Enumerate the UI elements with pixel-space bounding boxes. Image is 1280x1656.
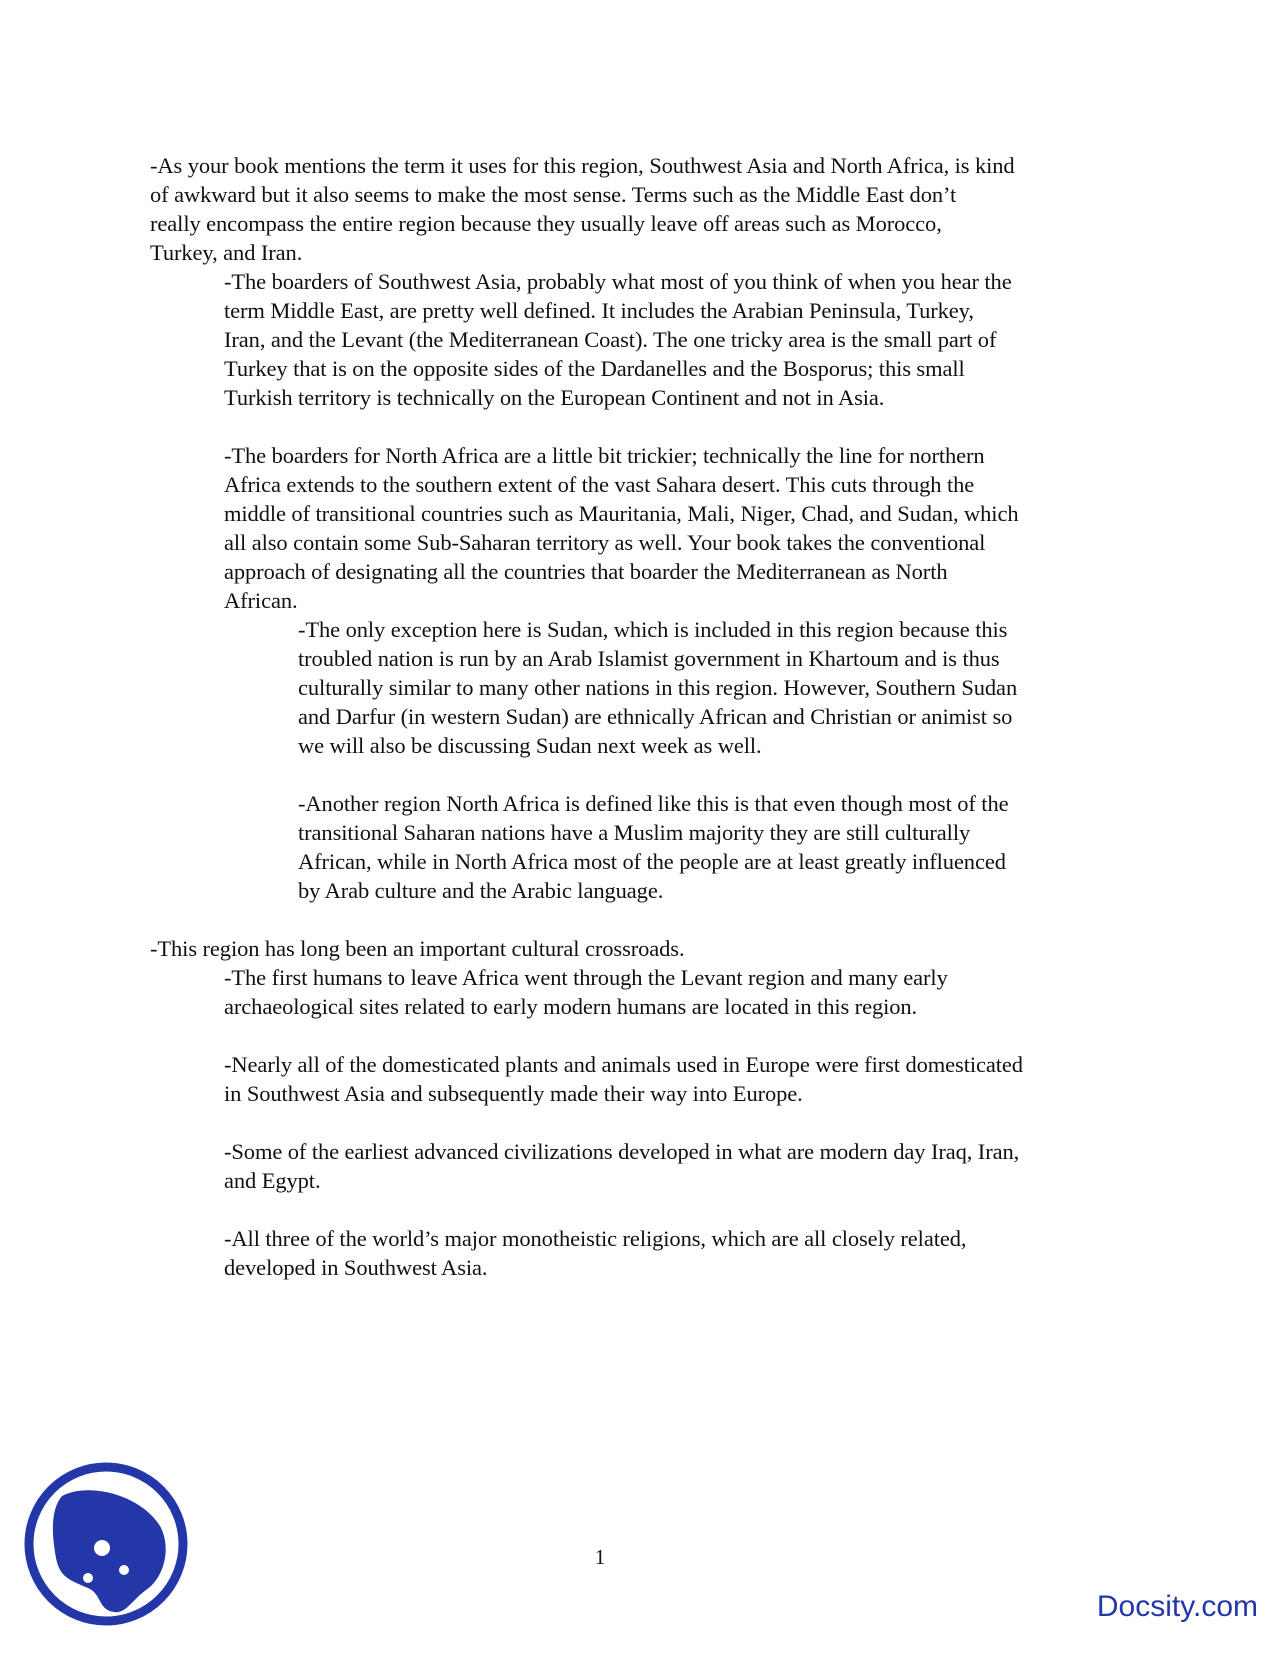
paragraph-spacer <box>150 760 1150 789</box>
paragraph-spacer <box>150 412 1150 441</box>
text-line: middle of transitional countries such as Mauritania, Mali, Niger, Chad, and Sudan, which <box>224 501 1019 526</box>
docsity-brand[interactable]: Docsity.com <box>1096 1590 1258 1623</box>
text-line: -The boarders of Southwest Asia, probably what most of you think of when you hear the <box>224 269 1012 294</box>
text-line: developed in Southwest Asia. <box>224 1255 488 1280</box>
paragraph-level-1 <box>150 963 1150 1021</box>
paragraph-spacer <box>150 1021 1150 1050</box>
text-line: Africa extends to the southern extent of the vast Sahara desert. This cuts through the <box>224 472 975 497</box>
text-line: all also contain some Sub-Saharan territory as well. Your book takes the conventional <box>224 530 986 555</box>
paragraph-level-2 <box>150 615 1150 760</box>
text-line: approach of designating all the countries that boarder the Mediterranean as North <box>224 559 948 584</box>
document-body <box>150 151 1150 1282</box>
paragraph-level-1 <box>150 441 1150 615</box>
text-line: we will also be discussing Sudan next week as well. <box>298 733 762 758</box>
docsity-logo-icon[interactable] <box>22 1460 190 1628</box>
text-line: -The boarders for North Africa are a little bit trickier; technically the line for northern <box>224 443 985 468</box>
page-number: 1 <box>594 1545 606 1569</box>
text-line: of awkward but it also seems to make the most sense. Terms such as the Middle East don’t <box>150 182 957 207</box>
text-line: really encompass the entire region because they usually leave off areas such as Morocco, <box>150 211 942 236</box>
paragraph-level-0 <box>150 934 1150 963</box>
paragraph-level-1 <box>150 1224 1150 1282</box>
text-line: -Nearly all of the domesticated plants and animals used in Europe were first domesticated <box>224 1052 1023 1077</box>
text-line: and Darfur (in western Sudan) are ethnically African and Christian or animist so <box>298 704 1013 729</box>
text-line: -Some of the earliest advanced civilizations developed in what are modern day Iraq, Iran, <box>224 1139 1020 1164</box>
paragraph-spacer <box>150 1108 1150 1137</box>
paragraph-spacer <box>150 905 1150 934</box>
text-line: -Another region North Africa is defined like this is that even though most of the <box>298 791 1009 816</box>
text-line: -The only exception here is Sudan, which is included in this region because this <box>298 617 1008 642</box>
text-line: Iran, and the Levant (the Mediterranean Coast). The one tricky area is the small part of <box>224 327 997 352</box>
text-line: in Southwest Asia and subsequently made their way into Europe. <box>224 1081 803 1106</box>
text-line: -As your book mentions the term it uses for this region, Southwest Asia and North Africa, is kind <box>150 153 1015 178</box>
paragraph-level-1 <box>150 267 1150 412</box>
text-line: Turkey that is on the opposite sides of the Dardanelles and the Bosporus; this small <box>224 356 965 381</box>
text-line: -This region has long been an important cultural crossroads. <box>150 936 685 961</box>
text-line: troubled nation is run by an Arab Islamist government in Khartoum and is thus <box>298 646 1000 671</box>
text-line: culturally similar to many other nations in this region. However, Southern Sudan <box>298 675 1018 700</box>
paragraph-level-1 <box>150 1050 1150 1108</box>
text-line: Turkey, and Iran. <box>150 240 303 265</box>
text-line: term Middle East, are pretty well defined. It includes the Arabian Peninsula, Turkey, <box>224 298 974 323</box>
text-line: and Egypt. <box>224 1168 321 1193</box>
text-line: African, while in North Africa most of the people are at least greatly influenced <box>298 849 1006 874</box>
paragraph-level-0 <box>150 151 1150 267</box>
text-line: transitional Saharan nations have a Muslim majority they are still culturally <box>298 820 971 845</box>
paragraph-spacer <box>150 1195 1150 1224</box>
paragraph-level-2 <box>150 789 1150 905</box>
text-line: archaeological sites related to early modern humans are located in this region. <box>224 994 918 1019</box>
text-line: -The first humans to leave Africa went through the Levant region and many early <box>224 965 948 990</box>
text-line: -All three of the world’s major monotheistic religions, which are all closely related, <box>224 1226 967 1251</box>
paragraph-level-1 <box>150 1137 1150 1195</box>
text-line: African. <box>224 588 298 613</box>
text-line: Turkish territory is technically on the European Continent and not in Asia. <box>224 385 885 410</box>
text-line: by Arab culture and the Arabic language. <box>298 878 664 903</box>
